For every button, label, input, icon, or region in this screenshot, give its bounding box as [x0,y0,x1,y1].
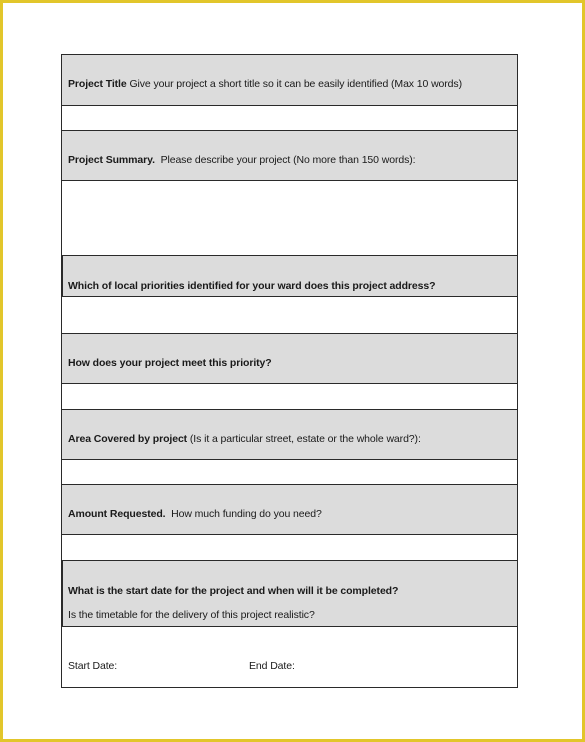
amount-requested-label: Amount Requested. [68,508,166,520]
area-covered-answer-field[interactable] [62,460,517,485]
amount-requested-prompt: How much funding do you need? [171,508,322,520]
end-date-label: End Date: [249,660,295,672]
project-title-answer-field[interactable] [62,106,517,131]
amount-requested-answer-field[interactable] [62,535,517,561]
project-summary-answer-field[interactable] [62,181,517,256]
area-covered-label: Area Covered by project [68,433,188,445]
local-priorities-label: Which of local priorities identified for your ward does this project address? [68,280,436,292]
amount-requested-heading [68,508,322,520]
local-priorities-header [62,256,517,297]
amount-requested-header [62,485,517,535]
project-summary-label: Project Summary. [68,154,155,166]
local-priorities-answer-field[interactable] [62,297,517,334]
header-left-rule [61,256,63,297]
project-summary-header [62,131,517,181]
area-covered-prompt: (Is it a particular street, estate or the whole ward?): [189,433,421,445]
timeline-label: What is the start date for the project and when will it be completed? [68,585,399,597]
project-application-form [61,54,518,688]
area-covered-header [62,410,517,460]
header-left-rule [61,561,63,627]
start-date-label: Start Date: [68,660,118,672]
area-covered-heading [68,433,421,445]
project-title-prompt: Give your project a short title so it can be easily identified (Max 10 words) [129,78,462,90]
timeline-header [62,561,517,627]
project-summary-prompt: Please describe your project (No more than 150 words): [160,154,416,166]
project-title-header [62,55,517,106]
project-title-label: Project Title [68,78,127,90]
timeline-prompt: Is the timetable for the delivery of this project realistic? [68,609,315,621]
project-title-heading [68,78,462,90]
meet-priority-header [62,334,517,384]
project-summary-heading [68,154,415,166]
dates-row [62,627,517,687]
meet-priority-label: How does your project meet this priority? [68,357,272,369]
meet-priority-answer-field[interactable] [62,384,517,410]
